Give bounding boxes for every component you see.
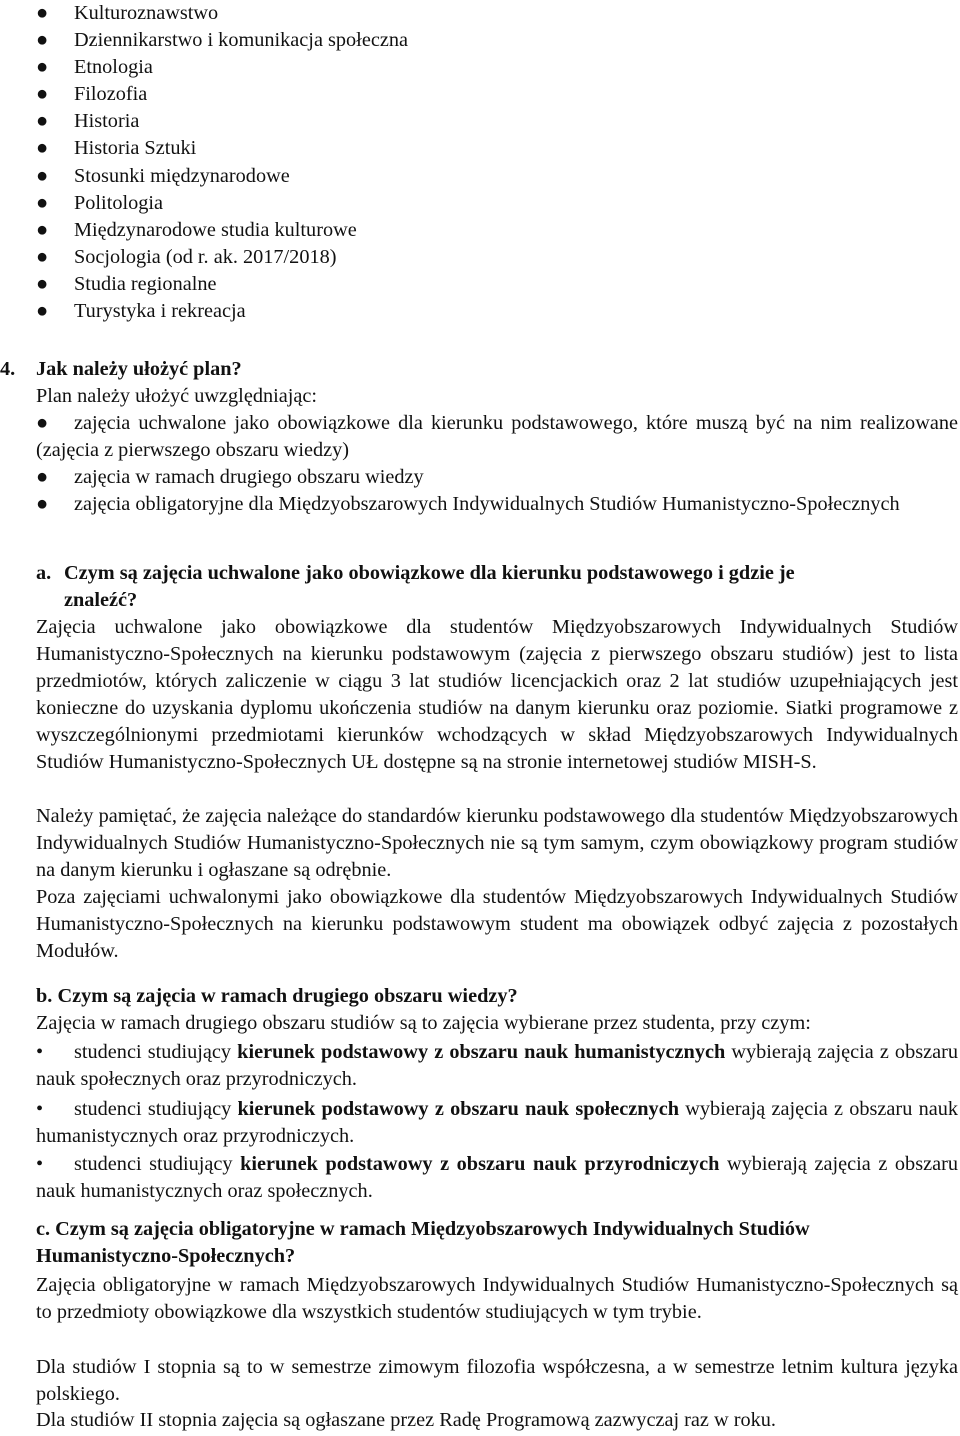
- plan-item: ● zajęcia uchwalone jako obowiązkowe dla kierunku podstawowego, które muszą być na nim realizowane (zajęcia z pierwszego obszaru wiedzy): [36, 412, 958, 462]
- bullet-icon: •: [36, 1098, 44, 1120]
- bullet-icon: ●: [36, 83, 49, 106]
- paragraph: Poza zajęciami uchwalonymi jako obowiązkowe dla studentów Międzyobszarowych Indywidualnych Studiów Humanistyczno-Społecznych na kierunku podstawowym student ma obowiązek odbyć zajęcia z pozostałych Modułów.: [36, 886, 958, 963]
- subsection-letter: c.: [36, 1218, 51, 1240]
- list-item: ● Turystyka i rekreacja: [36, 298, 958, 325]
- list-item: ● Studia regionalne: [36, 271, 958, 298]
- subsection-b-heading: b. Czym są zajęcia w ramach drugiego obszaru wiedzy?: [36, 985, 518, 1007]
- course-list: [36, 0, 958, 325]
- plan-item: ● zajęcia obligatoryjne dla Międzyobszarowych Indywidualnych Studiów Humanistyczno-Społecznych: [36, 491, 958, 518]
- bullet-icon: ●: [36, 412, 49, 434]
- area-item: • studenci studiujący kierunek podstawowy z obszaru nauk humanistycznych wybierają zajęcia z obszaru nauk społecznych oraz przyrodniczych.: [36, 1041, 959, 1091]
- subsection-letter: a.: [36, 562, 52, 584]
- bullet-icon: ●: [36, 29, 49, 52]
- bullet-icon: ●: [36, 300, 49, 323]
- bullet-icon: ●: [36, 164, 49, 187]
- section-title: Jak należy ułożyć plan?: [36, 358, 242, 380]
- list-item: ● Stosunki międzynarodowe: [36, 163, 958, 190]
- list-item: ● Historia Sztuki: [36, 135, 958, 162]
- bullet-icon: ●: [36, 493, 49, 515]
- section-number: 4.: [0, 358, 16, 380]
- bullet-icon: ●: [36, 110, 49, 133]
- bullet-icon: ●: [36, 245, 49, 268]
- paragraph: Dla studiów I stopnia są to w semestrze zimowym filozofia współczesna, a w semestrze letnim kultura języka polskiego.: [36, 1356, 958, 1406]
- paragraph: Dla studiów II stopnia zajęcia są ogłaszane przez Radę Programową zazwyczaj raz w roku.: [36, 1409, 776, 1431]
- list-item: ● Politologia: [36, 190, 958, 217]
- subsection-intro: Zajęcia w ramach drugiego obszaru studiów są to zajęcia wybierane przez studenta, przy czym:: [36, 1012, 811, 1034]
- list-item: ● Historia: [36, 108, 958, 135]
- area-item: • studenci studiujący kierunek podstawowy z obszaru nauk społecznych wybierają zajęcia z obszaru nauk humanistycznych oraz przyrodniczych.: [36, 1098, 959, 1148]
- area-item: • studenci studiujący kierunek podstawowy z obszaru nauk przyrodniczych wybierają zajęcia z obszaru nauk humanistycznych oraz społecznych.: [36, 1153, 958, 1203]
- paragraph: Zajęcia uchwalone jako obowiązkowe dla studentów Międzyobszarowych Indywidualnych Studiów Humanistyczno-Społecznych na kierunku podstawowym (zajęcia z pierwszego obszaru studiów) jest to lista przedmiotów, których zaliczenie w ciągu 3 lat studiów licencjackich oraz 2 lat studiów uzupełniających jest konieczne do uzyskania dyplomu ukończenia studiów na danym kierunku oraz poziomie. Siatki programowe z wyszczególnionymi przedmiotami kierunków wchodzących w skład Międzyobszarowych Indywidualnych Studiów Humanistyczno-Społecznych UŁ dostępne są na stronie internetowej studiów MISH-S.: [36, 616, 958, 774]
- plan-item: ● zajęcia w ramach drugiego obszaru wiedzy: [36, 464, 958, 491]
- list-item: ● Etnologia: [36, 54, 958, 81]
- bullet-icon: •: [36, 1153, 44, 1175]
- subsection-letter: b.: [36, 985, 53, 1007]
- bullet-icon: •: [36, 1041, 44, 1063]
- paragraph: Należy pamiętać, że zajęcia należące do standardów kierunku podstawowego dla studentów Międzyobszarowych Indywidualnych Studiów Humanistyczno-Społecznych nie są tym samym, czym obowiązkowy program studiów na danym kierunku i ogłaszane są odrębnie.: [36, 805, 958, 882]
- section-heading: [0, 356, 958, 383]
- subsection-c-heading: c. Czym są zajęcia obligatoryjne w ramach Międzyobszarowych Indywidualnych Studiów Humanistyczno-Społecznych?: [36, 1218, 810, 1268]
- list-item: ● Kulturoznawstwo: [36, 0, 958, 27]
- section-intro: Plan należy ułożyć uwzględniając:: [36, 385, 318, 407]
- bullet-icon: ●: [36, 191, 49, 214]
- list-item: ● Socjologia (od r. ak. 2017/2018): [36, 244, 958, 271]
- bullet-icon: ●: [36, 272, 49, 295]
- bullet-icon: ●: [36, 466, 49, 488]
- paragraph: Zajęcia obligatoryjne w ramach Międzyobszarowych Indywidualnych Studiów Humanistyczno-Społecznych są to przedmioty obowiązkowe dla wszystkich studentów studiujących w tym trybie.: [36, 1274, 958, 1324]
- list-item: ● Dziennikarstwo i komunikacja społeczna: [36, 27, 958, 54]
- subsection-a-heading: a. Czym są zajęcia uchwalone jako obowiązkowe dla kierunku podstawowego i gdzie je znaleźć?: [36, 562, 795, 612]
- bullet-icon: ●: [36, 137, 49, 160]
- list-item: ● Międzynarodowe studia kulturowe: [36, 217, 958, 244]
- bullet-icon: ●: [36, 56, 49, 79]
- bullet-icon: ●: [36, 2, 49, 24]
- list-item: ● Filozofia: [36, 81, 958, 108]
- bullet-icon: ●: [36, 218, 49, 241]
